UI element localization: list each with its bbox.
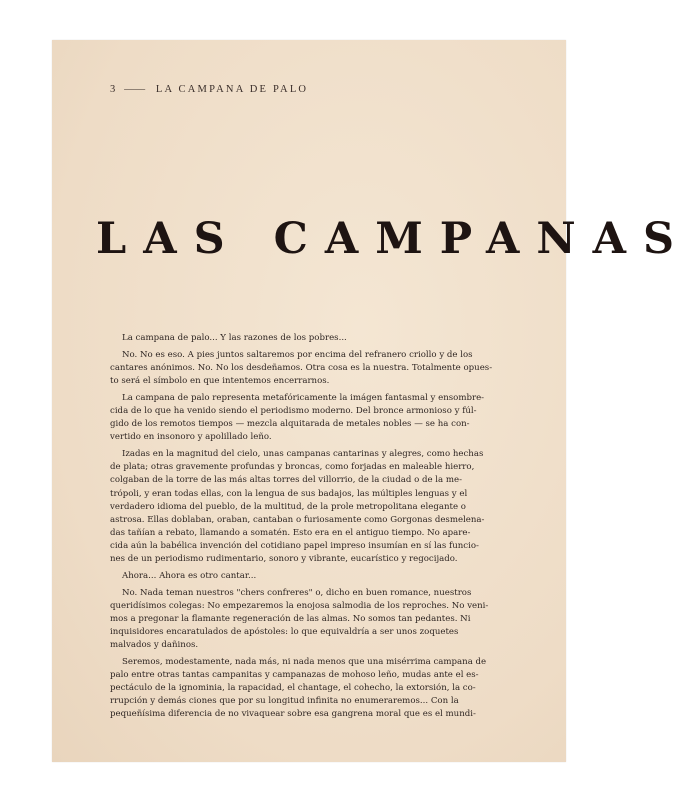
paragraph-3: La campana de palo representa metafóricamente la imágen fantasmal y ensombre- cida de lo que ha venido siendo el periodismo moderno. Del bronce armonioso y fúl- gido de los remotos tiempos — mezcla alquitarada de metales nobles — se ha con- vertido en insonoro y apolillado leño. (110, 393, 485, 443)
paragraph-6: No. Nada teman nuestros "chers confreres" o, dicho en buen romance, nuestros queridísimos colegas: No empezaremos la enojosa salmodia de los reproches. No veni- mos a pregonar la flamante regeneración de las almas. No somos tan pedantes. Ni inquisidores encaratulados de apóstoles: lo que equivaldría a ser unos zoquetes malvados y dañinos. (110, 587, 489, 651)
running-title: LA CAMPANA DE PALO (155, 84, 309, 95)
paragraph-5: Ahora... Ahora es otro cantar... (122, 570, 257, 581)
body-text (110, 332, 532, 725)
paragraph-2: No. No es eso. A pies juntos saltaremos por encima del refranero criollo y de los cantares anónimos. No. No los desdeñamos. Otra cosa es la nuestra. Totalmente opues- to será el símbolo en que intentemos encerrarnos. (110, 350, 493, 387)
book-page (52, 40, 691, 762)
header-dash: —— (124, 84, 146, 95)
paragraph-4: Izadas en la magnitud del cielo, unas campanas cantarinas y alegres, como hechas de plata; otras gravemente profundas y broncas, como forjadas en maleable hierro, colgaban de la torre de las más altas torres del villorrio, de la ciudad o de la me- trópoli, y eran todas ellas, con la lengua de sus badajos, las múltiples lenguas y el verdadero idioma del pueblo, de la multitud, de la prole metropolitana elegante o astrosa. Ellas doblaban, oraban, cantaban o furiosamente como Gorgonas desmelena- das tañían a rebato, llamando a somatén. Esto era en el antiguo tiempo. No apare- cida aún la babélica invención del cotidiano papel impreso insumían en sí las funcio- nes de un periodismo rudimentario, sonoro y vibrante, eucarístico y regocijado. (110, 449, 485, 564)
paragraph-1: La campana de palo... Y las razones de los pobres... (122, 333, 347, 343)
page-number: 3 (110, 84, 116, 95)
chapter-title: LAS CAMPANAS (96, 214, 691, 264)
paragraph-7: Seremos, modestamente, nada más, ni nada menos que una misérrima campana de palo entre otras tantas campanitas y campanazas de mohoso leño, mudas ante el es- pectáculo de la ignominia, la rapacidad, el chantage, el cohecho, la extorsión, la co- rrupción y demás ciones que por su longitud infinita no enumeraremos... Con la pequeñísima diferencia de no vivaquear sobre esa gangrena moral que es el mundi- (110, 657, 487, 720)
running-header (110, 84, 308, 95)
